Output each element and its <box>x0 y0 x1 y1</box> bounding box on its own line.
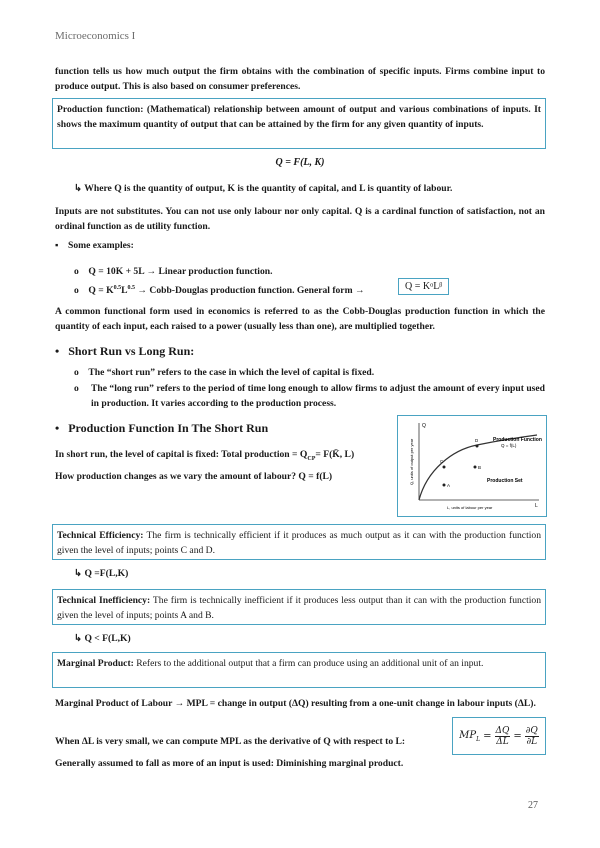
marginal-product-box <box>52 652 546 688</box>
production-function-chart <box>397 415 547 517</box>
mpl-lhs <box>459 730 480 743</box>
inputs-paragraph: Inputs are not substitutes. You can not use only labour nor only capital. Q is a cardinal function of satisfaction, not an ordinal function as de utility function. <box>55 206 545 232</box>
bullet-icon: • <box>55 421 60 435</box>
point-c-label: C <box>440 459 444 464</box>
examples-heading: Some examples: <box>68 240 134 251</box>
box-title: Technical Inefficiency: <box>57 595 151 606</box>
diminishing-line: Generally assumed to fall as more of an input is used: Diminishing marginal product. <box>55 758 404 769</box>
point-d <box>476 445 479 448</box>
fraction-1-num: ΔQ <box>495 725 510 736</box>
pf-where-text: Where Q is the quantity of output, K is the quantity of capital, and L is quantity of labour. <box>84 183 453 194</box>
box-title: Production function: <box>57 104 144 115</box>
exp-2: 0.5 <box>127 285 135 291</box>
equals-sign: = <box>483 730 492 742</box>
sr-lr-heading: Short Run vs Long Run: <box>68 344 195 358</box>
circle-bullet-icon: o <box>74 285 79 297</box>
short-run-item <box>74 365 374 380</box>
arrow-icon: ↳ <box>74 568 85 579</box>
fraction-2-den: ∂L <box>526 736 538 747</box>
example-2-post: → Cobb-Douglas production function. General form → <box>135 285 365 297</box>
point-b <box>474 466 477 469</box>
fraction-1-den: ΔL <box>496 736 509 747</box>
circle-bullet-icon: o <box>74 383 79 394</box>
short-run-text: The “short run” refers to the case in which the level of capital is fixed. <box>88 367 375 378</box>
pf-formula: Q = F(L, K) <box>275 157 325 168</box>
point-c <box>443 466 446 469</box>
set-label: Production Set <box>487 478 523 484</box>
box-text: Refers to the additional output that a firm can produce using an additional unit of an input. <box>133 658 484 669</box>
long-run-item <box>74 381 79 396</box>
technical-efficiency-box <box>52 524 546 560</box>
te-formula-line <box>74 566 128 581</box>
ti-formula-line <box>74 631 131 646</box>
circle-bullet-icon: o <box>74 266 79 277</box>
technical-inefficiency-box <box>52 589 546 625</box>
pfsr-heading: Production Function In The Short Run <box>68 421 269 435</box>
axis-l-label: L <box>535 503 538 509</box>
example-2-pre: Q = K <box>88 285 114 297</box>
mpl-derivative-line: When ΔL is very small, we can compute MPL as the derivative of Q with respect to L: <box>55 736 406 747</box>
point-b-label: B <box>478 465 482 470</box>
circle-bullet-icon: o <box>74 367 79 378</box>
mpl-paragraph: Marginal Product of Labour → MPL = change in output (ΔQ) resulting from a one-unit change in labour inputs (ΔL). <box>55 698 536 709</box>
axis-q-label: Q <box>422 423 426 429</box>
point-d-label: D <box>475 438 479 443</box>
sr-lr-heading-row <box>55 344 194 359</box>
pfsr-heading-row <box>55 421 268 436</box>
box-text: (Mathematical) relationship between amount of output and various combinations of inputs. It shows the maximum quantity of output that can be attained by the firm for any given quantity of inputs. <box>57 104 542 130</box>
ti-formula: Q < F(L,K) <box>84 633 131 644</box>
sr-change-line: How production changes as we vary the amount of labour? Q = f(L) <box>55 471 333 482</box>
bullet-icon: ▪ <box>55 240 59 251</box>
pf-where-line <box>74 181 452 196</box>
curve-label: Production Function <box>493 437 542 443</box>
point-a <box>443 484 446 487</box>
page-number: 27 <box>528 800 538 811</box>
sr-total-text: In short run, the level of capital is fixed: Total production = Q <box>55 449 308 460</box>
examples-bullet <box>55 240 134 251</box>
fraction-2 <box>525 726 539 747</box>
point-a-label: A <box>447 483 451 488</box>
long-run-text: The “long run” refers to the period of time long enough to allow firms to adjust the amount of every input used in production. It varies according to the production process. <box>91 383 545 409</box>
mpl-formula-box <box>452 717 546 755</box>
example-1 <box>74 264 272 279</box>
fraction-2-num: ∂Q <box>525 725 538 736</box>
box-title: Marginal Product: <box>57 658 134 669</box>
example-1-text: Q = 10K + 5L → Linear production function. <box>88 266 273 277</box>
te-formula: Q =F(L,K) <box>84 568 129 579</box>
example-2 <box>74 281 365 298</box>
sr-total-post: = F(K̄, L) <box>315 449 355 460</box>
box-text: The firm is technically efficient if it produces as much output as it can with the production function given the level of inputs; points C and D. <box>57 530 541 556</box>
running-header: Microeconomics I <box>55 30 136 42</box>
exp-1: 0.5 <box>113 285 122 291</box>
general-form-box: Q = KᵅLᵝ <box>398 278 449 295</box>
equals-sign: = <box>513 730 522 742</box>
fraction-1 <box>495 726 511 747</box>
chart-frame <box>398 416 547 517</box>
curve-formula: Q = f(L) <box>501 443 517 448</box>
arrow-icon: ↳ <box>74 183 85 194</box>
sr-total-line <box>55 447 354 467</box>
box-title: Technical Efficiency: <box>57 530 144 541</box>
y-axis-label: Q, units of output per year <box>409 438 414 485</box>
cobb-douglas-paragraph: A common functional form used in economics is referred to as the Cobb-Douglas production function in which the quantity of each input, each raised to a power (usually less than one), are multiplied together. <box>55 306 545 332</box>
x-axis-label: L, units of labour per year <box>447 505 493 510</box>
mpl-lhs-sub: L <box>476 735 481 743</box>
sr-total-sub: CP <box>307 455 316 462</box>
intro-paragraph: function tells us how much output the firm obtains with the combination of specific inputs. Firms combine input to produce output. This is also based on consumer preferences. <box>55 66 545 92</box>
bullet-icon: • <box>55 344 60 358</box>
production-function-box <box>52 98 546 149</box>
box-text: The firm is technically inefficient if it produces less output than it can with the production function given the level of inputs; points A and B. <box>57 595 541 621</box>
mpl-lhs-text: MP <box>459 729 477 741</box>
arrow-icon: ↳ <box>74 633 85 644</box>
example-2-mid: L <box>121 285 128 297</box>
